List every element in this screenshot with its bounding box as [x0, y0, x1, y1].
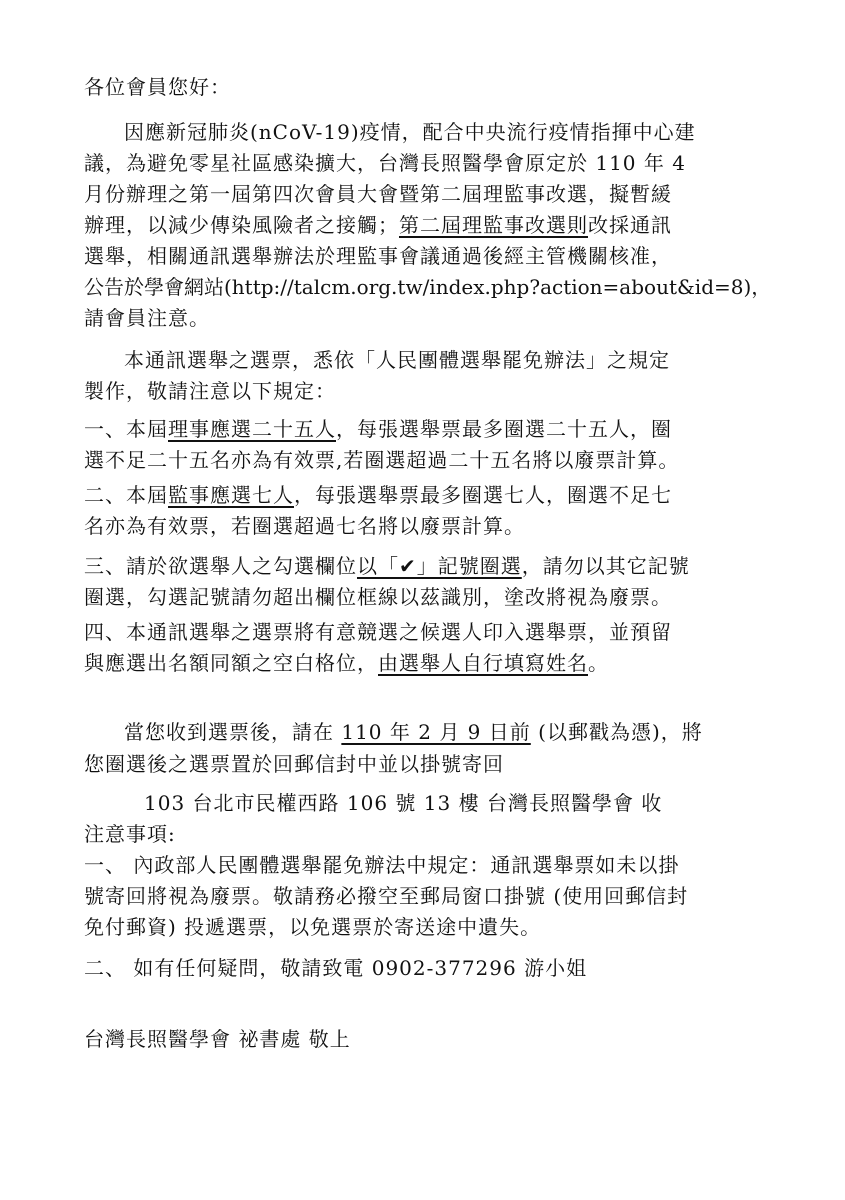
rule2-underline: 監事應選七人: [168, 483, 294, 507]
rule2-line1: [84, 480, 672, 510]
rule2-suffix: ，每張選舉票最多圈選七人，圈選不足七: [294, 483, 672, 507]
para1-line5: 選舉，相關通訊選舉辦法於理監事會議通過後經主管機關核准，: [84, 244, 672, 268]
return-line1-a: 當您收到選票後，請在: [124, 720, 342, 744]
note1-line2: 號寄回將視為廢票。敬請務必撥空至郵局窗口掛號 (使用回郵信封: [84, 884, 689, 908]
greeting: 各位會員您好：: [84, 75, 231, 99]
deadline-underline: 110 年 2 月 9 日前: [341, 720, 531, 744]
rule2-prefix: 二、本屆: [84, 483, 168, 507]
rule3-line2: 圈選，勾選記號請勿超出欄位框線以茲識別，塗改將視為廢票。: [84, 585, 672, 609]
rule4-prefix: 與應選出名額同額之空白格位，: [84, 651, 378, 675]
para1-line3: 月份辦理之第一屆第四次會員大會暨第二屆理監事改選，擬暫緩: [84, 182, 672, 206]
para2-line1: 本通訊選舉之選票，悉依「人民團體選舉罷免辦法」之規定: [124, 348, 670, 372]
rule3-line1: [84, 551, 690, 581]
para1-line1: 因應新冠肺炎(nCoV-19)疫情，配合中央流行疫情指揮中心建: [124, 120, 696, 144]
para1-line4-a: 辦理，以減少傳染風險者之接觸；: [84, 213, 399, 237]
rule1-line1: [84, 414, 672, 444]
note1-line1: 一、 內政部人民團體選舉罷免辦法中規定：通訊選舉票如未以掛: [84, 853, 680, 877]
rule4-line1: 四、本通訊選舉之選票將有意競選之候選人印入選舉票，並預留: [84, 620, 672, 644]
rule1-underline: 理事應選二十五人: [168, 417, 336, 441]
rule3-prefix: 三、請於欲選舉人之勾選欄位: [84, 554, 357, 578]
rule4-suffix: 。: [588, 651, 609, 675]
para1-line6: 公告於學會網站(http://talcm.org.tw/index.php?action=about&id=8)，: [84, 275, 772, 299]
return-line1: [124, 717, 703, 747]
signature: 台灣長照醫學會 祕書處 敬上: [84, 1027, 351, 1051]
rule3-suffix: ，請勿以其它記號: [521, 554, 690, 578]
rule1-prefix: 一、本屆: [84, 417, 168, 441]
return-line2: 您圈選後之選票置於回郵信封中並以掛號寄回: [84, 752, 504, 776]
rule4-line2: [84, 648, 609, 678]
rule1-line2: 選不足二十五名亦為有效票,若圈選超過二十五名將以廢票計算。: [84, 448, 680, 472]
rule3-underline: 以「✔」記號圈選: [357, 554, 522, 578]
mailing-address: 103 台北市民權西路 106 號 13 樓 台灣長照醫學會 收: [144, 791, 663, 815]
note2: 二、 如有任何疑問，敬請致電 0902-377296 游小姐: [84, 956, 588, 980]
return-line1-c: (以郵戳為憑)，將: [530, 720, 703, 744]
notes-title: 注意事項:: [84, 822, 176, 846]
rule2-line2: 名亦為有效票，若圈選超過七名將以廢票計算。: [84, 514, 525, 538]
election-method-underline: 第二屆理監事改選則: [399, 213, 588, 237]
para1-line4: [84, 210, 672, 240]
rule4-underline: 由選舉人自行填寫姓名: [378, 651, 588, 675]
para1-line7: 請會員注意。: [84, 306, 210, 330]
note1-line3: 免付郵資) 投遞選票，以免選票於寄送途中遺失。: [84, 915, 542, 939]
para2-line2: 製作，敬請注意以下規定：: [84, 379, 336, 403]
rule1-suffix: ，每張選舉票最多圈選二十五人，圈: [336, 417, 672, 441]
para1-line4-c: 改採通訊: [588, 213, 672, 237]
para1-line2: 議，為避免零星社區感染擴大，台灣長照醫學會原定於 110 年 4: [84, 151, 686, 175]
